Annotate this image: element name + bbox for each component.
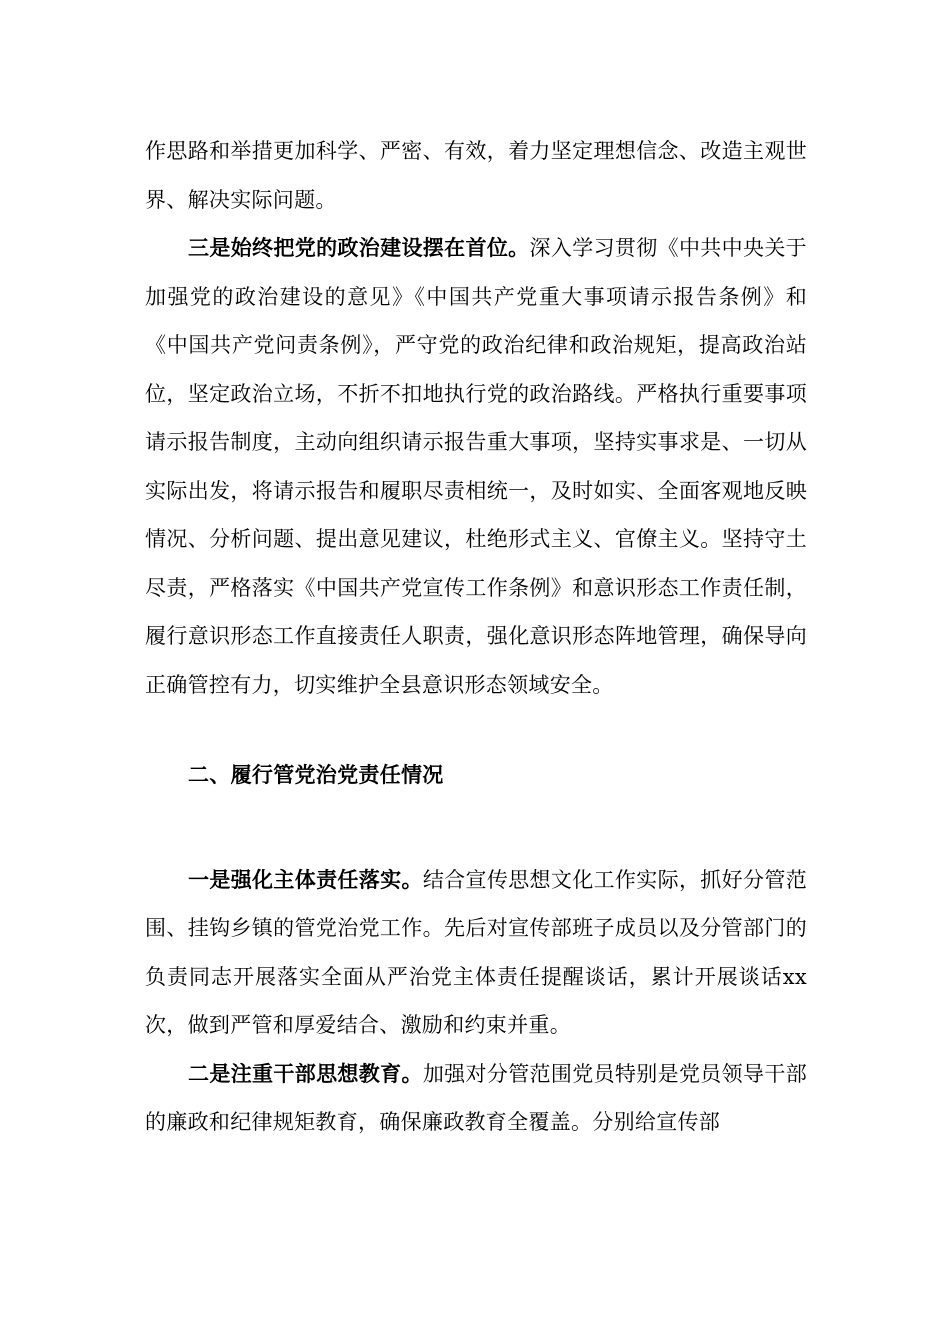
document-body xyxy=(145,127,807,1147)
paragraph-text: 深入学习贯彻《中共中央关于加强党的政治建设的意见》《中国共产党重大事项请示报告条例》和《中国共产党问责条例》，严守党的政治纪律和政治规矩，提高政治站位，坚定政治立场，不折不扣地执行党的政治路线。严格执行重要事项请示报告制度，主动向组织请示报告重大事项，坚持实事求是、一切从实际出发，将请示报告和履职尽责相统一，及时如实、全面客观地反映情况、分析问题、提出意见建议，杜绝形式主义、官僚主义。坚持守土尽责，严格落实《中国共产党宣传工作条例》和意识形态工作责任制，履行意识形态工作直接责任人职责，强化意识形态阵地管理，确保导向正确管控有力，切实维护全县意识形态领域安全。 xyxy=(145,236,807,697)
paragraph-political-construction xyxy=(145,224,807,709)
paragraph-responsibility xyxy=(145,856,807,1050)
section-heading: 二、履行管党治党责任情况 xyxy=(188,762,444,787)
paragraph-text: 结合宣传思想文化工作实际，抓好分管范围、挂钩乡镇的管党治党工作。先后对宣传部班子成员以及分管部门的负责同志开展落实全面从严治党主体责任提醒谈话，累计开展谈话xx次，做到严管和厚爱结合、激励和约束并重。 xyxy=(145,867,807,1037)
paragraph-lead: 二是注重干部思想教育。 xyxy=(188,1060,423,1086)
paragraph-continued xyxy=(145,127,807,224)
paragraph-lead: 一是强化主体责任落实。 xyxy=(188,866,423,892)
paragraph-lead: 三是始终把党的政治建设摆在首位。 xyxy=(188,235,530,260)
paragraph-cadre-education xyxy=(145,1050,807,1147)
paragraph-text: 作思路和举措更加科学、严密、有效，着力坚定理想信念、改造主观世界、解决实际问题。 xyxy=(145,139,807,212)
paragraph-text: 加强对分管范围党员特别是党员领导干部的廉政和纪律规矩教育，确保廉政教育全覆盖。分别给宣传部 xyxy=(145,1061,807,1134)
